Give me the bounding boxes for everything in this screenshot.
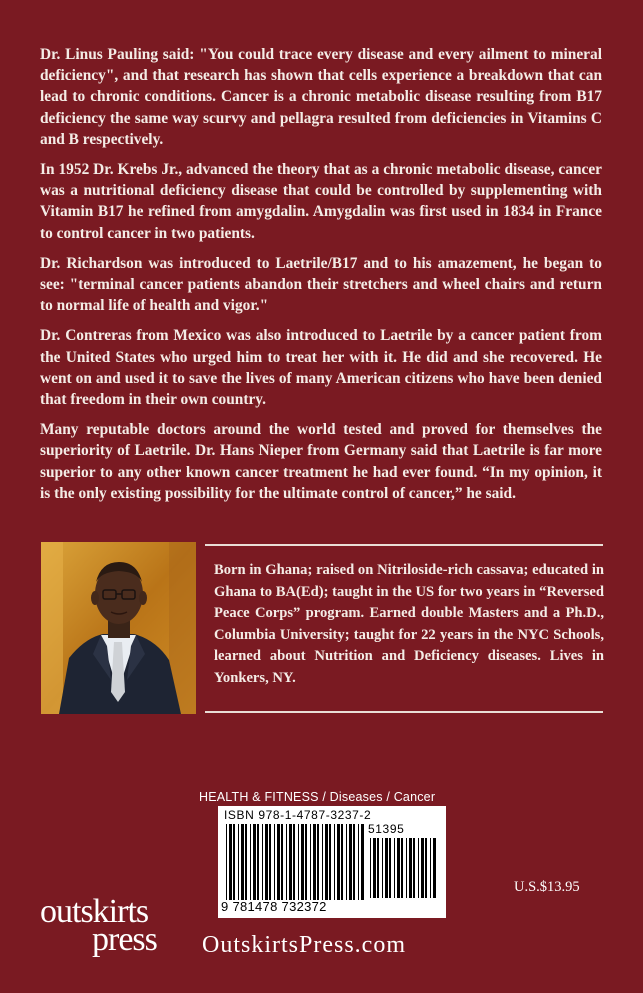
- barcode-stripe: [382, 838, 383, 898]
- barcode-stripe: [433, 838, 436, 898]
- barcode-stripe: [401, 838, 403, 898]
- barcode-stripe: [313, 824, 316, 900]
- barcode-stripe: [421, 838, 424, 898]
- isbn-barcode: [218, 806, 446, 918]
- price-addon-code: 51395: [368, 822, 405, 836]
- barcode-stripe: [394, 838, 395, 898]
- barcode-stripe: [346, 824, 347, 900]
- isbn-label: ISBN 978-1-4787-3237-2: [224, 808, 372, 822]
- barcode-stripe: [341, 824, 343, 900]
- barcode-stripe: [377, 838, 379, 898]
- publisher-website: OutskirtsPress.com: [202, 932, 406, 958]
- barcode-stripe: [301, 824, 304, 900]
- barcode-stripe: [413, 838, 415, 898]
- barcode-stripe: [281, 824, 283, 900]
- barcode-stripe: [418, 838, 419, 898]
- author-photo: [41, 542, 196, 714]
- publisher-logo-line1: outskirts: [40, 893, 149, 930]
- price: U.S.$13.95: [514, 879, 580, 895]
- barcode-stripe: [265, 824, 268, 900]
- barcode-stripe: [269, 824, 271, 900]
- barcode-stripe: [370, 838, 371, 898]
- barcode-stripe: [226, 824, 227, 900]
- paragraph-contreras: Dr. Contreras from Mexico was also introduced to Laetrile by a cancer patient from the United States who urged him to treat her with it. He did and she recovered. He went on and used it to save the lives of many American citizens who have been denied that freedom in their own country.: [40, 327, 602, 409]
- barcode-stripe: [409, 838, 412, 898]
- barcode-stripe: [293, 824, 295, 900]
- barcode-stripe: [358, 824, 359, 900]
- barcode-stripe: [233, 824, 235, 900]
- barcode-stripe: [325, 824, 328, 900]
- paragraph-nieper: Many reputable doctors around the world tested and proved for themselves the superiority of Laetrile. Dr. Hans Nieper from Germany said that Laetrile is far more superior to any other known cancer treatment he had ever found. “In my opinion, it is the only existing possibility for the ultimate control of cancer,” he said.: [40, 421, 602, 502]
- barcode-stripe: [430, 838, 431, 898]
- barcode-stripe: [397, 838, 400, 898]
- barcode-stripe: [361, 824, 364, 900]
- bio-divider-bottom: [205, 711, 603, 713]
- barcode-stripe: [353, 824, 355, 900]
- barcode-stripe: [286, 824, 287, 900]
- bisac-category: HEALTH & FITNESS / Diseases / Cancer: [199, 790, 436, 804]
- ean-barcode-bars: [226, 824, 364, 900]
- barcode-stripe: [389, 838, 391, 898]
- barcode-stripe: [349, 824, 352, 900]
- publisher-logo-line2: press: [92, 921, 157, 958]
- back-cover-body: [40, 44, 602, 513]
- barcode-stripe: [305, 824, 307, 900]
- barcode-stripe: [229, 824, 232, 900]
- barcode-stripe: [329, 824, 331, 900]
- barcode-stripe: [317, 824, 319, 900]
- barcode-stripe: [425, 838, 427, 898]
- paragraph-pauling: Dr. Linus Pauling said: "You could trace every disease and every ailment to mineral deficiency", and that research has shown that cells experience a breakdown that can lead to chronic conditions. Cancer is a chronic metabolic disease resulting from B17 deficiency the same way scurvy and pellagra resulted from deficiencies in Vitamins C and B respectively.: [40, 46, 602, 148]
- paragraph-richardson: Dr. Richardson was introduced to Laetrile/B17 and to his amazement, he began to see: "terminal cancer patients abandon their stretchers and wheel chairs and return to normal life of health and vigor.": [40, 254, 602, 315]
- barcode-stripe: [406, 838, 407, 898]
- barcode-stripe: [257, 824, 259, 900]
- barcode-stripe: [385, 838, 388, 898]
- barcode-stripe: [337, 824, 340, 900]
- publisher-logo: [40, 895, 190, 957]
- barcode-stripe: [310, 824, 311, 900]
- barcode-stripe: [289, 824, 292, 900]
- barcode-stripe: [277, 824, 280, 900]
- author-portrait-illustration: [41, 542, 196, 714]
- bio-divider-top: [205, 544, 603, 546]
- barcode-stripe: [250, 824, 251, 900]
- barcode-stripe: [241, 824, 244, 900]
- barcode-stripe: [245, 824, 247, 900]
- paragraph-krebs: In 1952 Dr. Krebs Jr., advanced the theory that as a chronic metabolic disease, cancer was a nutritional deficiency disease that could be controlled by supplementing with Vitamin B17 he refined from amygdalin. Amygdalin was first used in 1834 in France to control cancer in two patients.: [40, 161, 602, 242]
- barcode-stripe: [334, 824, 335, 900]
- barcode-stripe: [274, 824, 275, 900]
- barcode-stripe: [298, 824, 299, 900]
- barcode-stripe: [322, 824, 323, 900]
- ean-digits: 9 781478 732372: [221, 899, 327, 914]
- author-bio: Born in Ghana; raised on Nitriloside-rich cassava; educated in Ghana to BA(Ed); taught in the US for two years in “Reversed Peace Corps” program. Earned double Masters and a Ph.D., Columbia University; taught for 22 years in the NYC Schools, learned about Nutrition and Deficiency diseases. Lives in Yonkers, NY.: [214, 562, 604, 686]
- barcode-stripe: [262, 824, 263, 900]
- barcode-stripe: [253, 824, 256, 900]
- addon-barcode-bars: [370, 838, 436, 898]
- barcode-stripe: [238, 824, 239, 900]
- barcode-stripe: [373, 838, 376, 898]
